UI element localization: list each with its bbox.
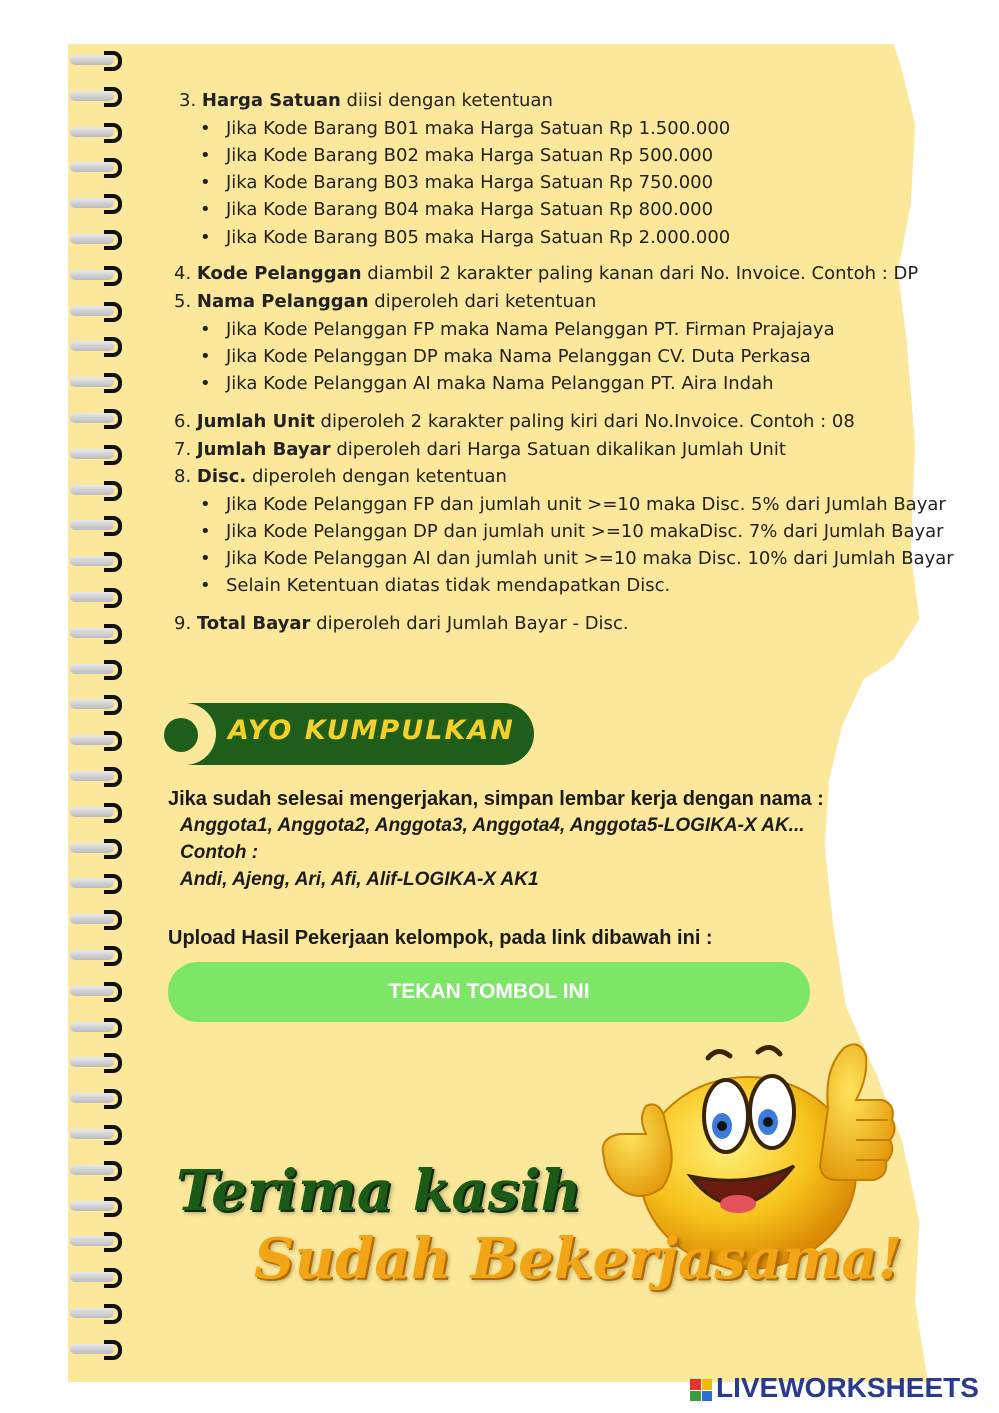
binding-ring [68,623,132,643]
item-4 [174,260,918,287]
list-item: • Jika Kode Pelanggan DP dan jumlah unit >=10 makaDisc. 7% dari Jumlah Bayar [200,518,944,545]
binding-ring [68,1017,132,1037]
binding-ring [68,444,132,464]
binding-ring [68,981,132,1001]
binding-ring [68,193,132,213]
item-text: diperoleh dengan ketentuan [246,466,507,487]
item-number: 6. [174,411,192,432]
item-title: Jumlah Bayar [196,439,331,460]
binding-ring [68,408,132,428]
item-number: 9. [174,613,192,634]
watermark-text: LIVEWORKSHEETS [716,1372,979,1403]
item-number: 7. [174,439,192,460]
binding-ring [68,122,132,142]
binding-ring [68,86,132,106]
binding-ring [68,802,132,822]
item-number: 5. [174,291,192,312]
example-label: Contoh : [180,842,259,863]
binding-ring [68,1339,132,1359]
item-title: Jumlah Unit [196,411,315,432]
item-number: 3. [179,90,197,111]
binding-ring [68,480,132,500]
list-item: • Jika Kode Pelanggan FP maka Nama Pelanggan PT. Firman Prajajaya [200,316,835,343]
binding-ring [68,1124,132,1144]
binding-ring [68,1231,132,1251]
item-text: diisi dengan ketentuan [340,90,553,111]
file-name-format: Anggota1, Anggota2, Anggota3, Anggota4, Anggota5-LOGIKA-X AK... [180,815,805,836]
binding-ring [68,301,132,321]
list-item: • Jika Kode Pelanggan AI maka Nama Pelanggan PT. Aira Indah [200,370,774,397]
list-item: • Jika Kode Barang B04 maka Harga Satuan Rp 800.000 [200,196,713,223]
item-title: Kode Pelanggan [196,263,362,284]
binding-ring [68,515,132,535]
upload-instruction: Upload Hasil Pekerjaan kelompok, pada link dibawah ini : [168,927,713,949]
binding-ring [68,873,132,893]
binding-ring [68,1052,132,1072]
item-text: diperoleh dari ketentuan [368,291,597,312]
binding-ring [68,1267,132,1287]
item-number: 4. [174,263,192,284]
list-item: • Jika Kode Barang B03 maka Harga Satuan Rp 750.000 [200,169,713,196]
binding-ring [68,551,132,571]
binding-ring [68,694,132,714]
binding-ring [68,1088,132,1108]
closing-line-2: Sudah Bekerjasama! [254,1226,903,1292]
item-title: Harga Satuan [201,90,341,111]
list-item: • Jika Kode Pelanggan FP dan jumlah unit >=10 maka Disc. 5% dari Jumlah Bayar [200,491,946,518]
item-text: diperoleh 2 karakter paling kiri dari No.Invoice. Contoh : 08 [314,411,855,432]
item-text: diambil 2 karakter paling kanan dari No. Invoice. Contoh : DP [361,263,919,284]
item-title: Total Bayar [196,613,311,634]
save-instruction: Jika sudah selesai mengerjakan, simpan lembar kerja dengan nama : [168,788,824,810]
item-text: diperoleh dari Harga Satuan dikalikan Jumlah Unit [330,439,786,460]
binding-ring [68,229,132,249]
binding-ring [68,50,132,70]
item-7 [174,436,786,463]
binding-ring [68,157,132,177]
item-title: Nama Pelanggan [196,291,369,312]
item-8-heading [174,463,507,490]
banner-dot-icon [164,718,198,752]
item-title: Disc. [196,466,247,487]
binding-ring [68,1303,132,1323]
closing-line-1: Terima kasih [176,1158,582,1224]
binding-ring [68,659,132,679]
item-3-heading [179,87,553,114]
list-item: • Jika Kode Pelanggan AI dan jumlah unit >=10 maka Disc. 10% dari Jumlah Bayar [200,545,954,572]
list-item: • Jika Kode Barang B02 maka Harga Satuan Rp 500.000 [200,142,713,169]
binding-ring [68,1160,132,1180]
item-9 [174,610,629,637]
example-file-name: Andi, Ajeng, Ari, Afi, Alif-LOGIKA-X AK1 [180,869,539,890]
binding-ring [68,1196,132,1216]
list-item: • Jika Kode Pelanggan DP maka Nama Pelanggan CV. Duta Perkasa [200,343,811,370]
binding-ring [68,945,132,965]
binding-ring [68,766,132,786]
upload-link-button[interactable]: TEKAN TOMBOL INI [168,962,810,1022]
binding-ring [68,265,132,285]
item-6 [174,408,855,435]
binding-ring [68,838,132,858]
item-number: 8. [174,466,192,487]
banner-title: AYO KUMPULKAN [228,715,515,746]
item-5-heading [174,288,596,315]
list-item: • Jika Kode Barang B01 maka Harga Satuan Rp 1.500.000 [200,115,730,142]
binding-ring [68,909,132,929]
list-item: • Jika Kode Barang B05 maka Harga Satuan Rp 2.000.000 [200,224,730,251]
binding-ring [68,372,132,392]
binding-ring [68,587,132,607]
liveworksheets-logo-icon [690,1379,712,1401]
spiral-binding [68,50,138,1380]
list-item: • Selain Ketentuan diatas tidak mendapatkan Disc. [200,572,670,599]
binding-ring [68,730,132,750]
binding-ring [68,336,132,356]
item-text: diperoleh dari Jumlah Bayar - Disc. [310,613,629,634]
